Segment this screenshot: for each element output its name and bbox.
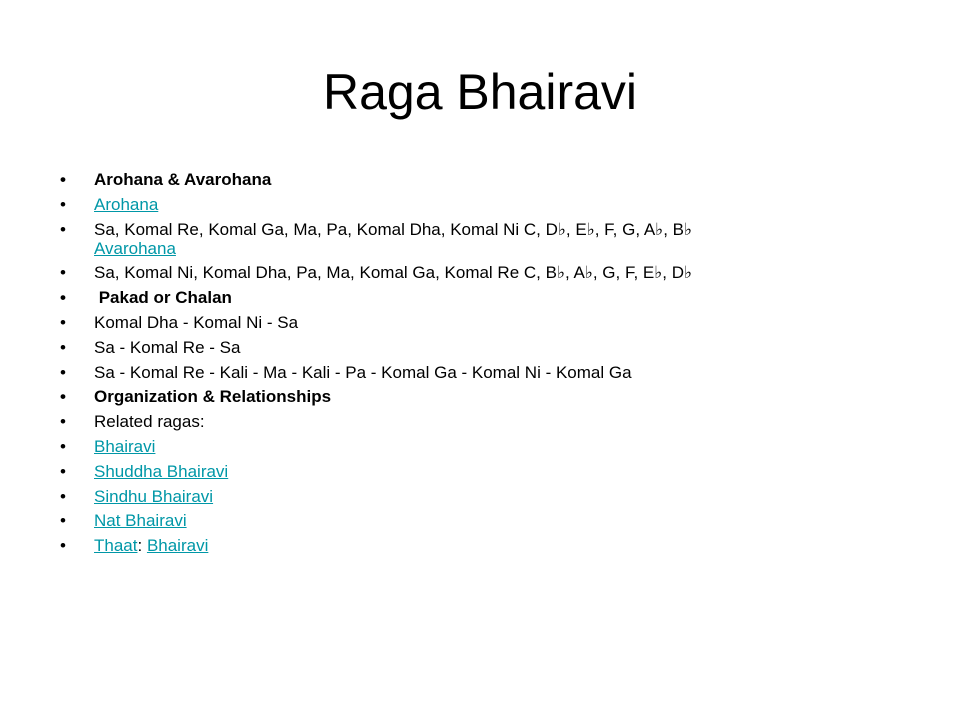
bullet-icon: • [60,436,66,456]
list-item-raga-link [60,437,920,456]
list-item-pakad-heading [60,288,920,307]
related-ragas-label: Related ragas: [94,412,205,432]
slide-title: Raga Bhairavi [322,64,638,120]
bullet-icon: • [60,461,66,481]
list-item-raga-link [60,462,920,481]
list-item-raga-link [60,487,920,506]
list-item-raga-link [60,511,920,530]
phrase-text: Sa - Komal Re - Sa [94,337,241,357]
bullet-icon: • [60,288,66,308]
list-item-arohana-link [60,195,920,214]
nat-bhairavi-link[interactable]: Nat Bhairavi [94,511,187,531]
list-item-organization-heading [60,387,920,406]
bullet-icon: • [60,511,66,531]
bullet-icon: • [60,312,66,332]
avarohana-link[interactable]: Avarohana [94,238,176,258]
thaat-link[interactable]: Thaat [94,536,138,556]
list-item-pakad-phrase [60,313,920,332]
bullet-icon: • [60,536,66,556]
bullet-icon: • [60,263,66,283]
avarohana-notes: Sa, Komal Ni, Komal Dha, Pa, Ma, Komal Ga, Komal Re C, B♭, A♭, G, F, E♭, D♭ [94,263,692,283]
phrase-text: Komal Dha - Komal Ni - Sa [94,312,299,332]
shuddha-bhairavi-link[interactable]: Shuddha Bhairavi [94,461,229,481]
list-item-arohana-notes [60,220,920,258]
bullet-icon: • [60,337,66,357]
arohana-notes: Sa, Komal Re, Komal Ga, Ma, Pa, Komal Dha, Komal Ni C, D♭, E♭, F, G, A♭, B♭ [94,219,692,239]
section-heading: Organization & Relationships [94,387,332,407]
sindhu-bhairavi-link[interactable]: Sindhu Bhairavi [94,486,214,506]
bullet-icon: • [60,170,66,189]
bullet-icon: • [60,486,66,506]
list-item-pakad-phrase [60,363,920,382]
list-item-thaat [60,536,920,555]
bullet-icon: • [60,194,66,214]
list-item-arohana-avarohana-heading [60,170,920,189]
bullet-icon: • [60,362,66,382]
section-heading: Pakad or Chalan [94,288,232,308]
list-item-related-ragas [60,412,920,431]
bullet-icon: • [60,219,66,239]
thaat-separator: : [137,536,147,556]
list-item-pakad-phrase [60,338,920,357]
section-heading: Arohana & Avarohana [94,170,272,189]
bhairavi-link[interactable]: Bhairavi [94,436,156,456]
bullet-icon: • [60,412,66,432]
bullet-icon: • [60,387,66,407]
list-item-avarohana-notes [60,263,920,282]
arohana-link[interactable]: Arohana [94,194,159,214]
phrase-text: Sa - Komal Re - Kali - Ma - Kali - Pa - Komal Ga - Komal Ni - Komal Ga [94,362,632,382]
bullet-list [60,170,920,561]
thaat-bhairavi-link[interactable]: Bhairavi [146,536,209,556]
